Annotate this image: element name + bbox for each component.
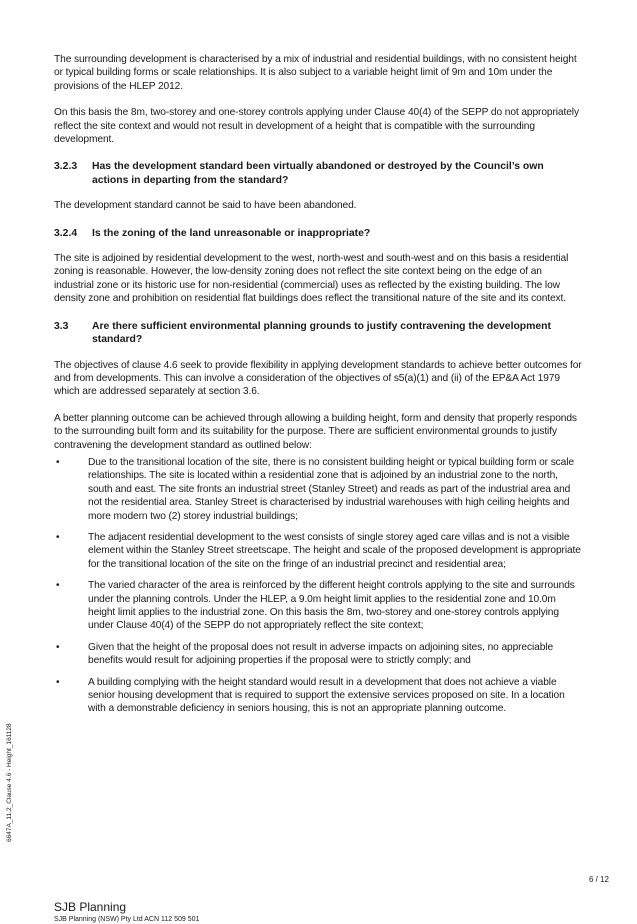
bullet-icon: • xyxy=(56,456,60,468)
bullet-text: Given that the height of the proposal does not result in adverse impacts on adjoining sites, no appreciable benefits would result for adjoining properties if the proposal were to strictly comply; and xyxy=(88,641,554,667)
bullet-text: Due to the transitional location of the site, there is no consistent building height or typical building form or scale relationships. The site is located within a residential zone that is adjoined by an industrial zone to the north, south and east. The site fronts an industrial street (Stanley Street) and reads as part of the industrial area and not the residential area. Stanley Street is characterised by industrial warehouses with high ceiling heights and more modern two (2) storey industrial buildings; xyxy=(88,456,574,522)
bullet-text: The varied character of the area is reinforced by the different height controls applying to the site and surrounds under the planning controls. Under the HLEP, a 9.0m height limit applies to the residential zone and 10.0m height limit applies to the industrial zone. On this basis the 8m, two-storey and one-storey controls applying under Clause 40(4) of the SEPP do not appropriately reflect the site context; xyxy=(88,580,575,632)
paragraph-surrounding: The surrounding development is characterised by a mix of industrial and residential buildings, with no consistent height or typical building forms or scale relationships. It is also subject to a variable height limit of 9m and 10m under the provisions of the HLEP 2012. xyxy=(54,54,577,92)
heading-3-2-3 xyxy=(54,160,582,187)
paragraph-objectives: The objectives of clause 4.6 seek to provide flexibility in applying development standards to achieve better outcomes for and from developments. This can involve a consideration of the objectives of s5(a)(1) and (ii) of the EP&A Act 1979 which are addressed separately at section 3.6. xyxy=(54,359,582,398)
bullet-list xyxy=(54,456,582,716)
bullet-icon: • xyxy=(56,531,60,543)
list-item xyxy=(54,456,582,523)
heading-number: 3.2.4 xyxy=(54,227,78,239)
heading-number: 3.2.3 xyxy=(54,161,78,173)
company-details: SJB Planning (NSW) Pty Ltd ACN 112 509 501 xyxy=(54,916,200,923)
heading-number: 3.3 xyxy=(54,320,69,332)
heading-3-2-4 xyxy=(54,227,582,240)
paragraph-abandoned: The development standard cannot be said to have been abandoned. xyxy=(54,200,357,212)
paragraph-basis: On this basis the 8m, two-storey and one-storey controls applying under Clause 40(4) of the SEPP do not appropriately reflect the site context and would not result in development of a height that is compatible with the surrounding development. xyxy=(54,107,579,146)
paragraph-zoning: The site is adjoined by residential development to the west, north-west and south-west and on this basis a residential zoning is reasonable. However, the low-density zoning does not reflect the site context being on the edge of an industrial zone or its historic use for non-residential (commercial) uses as reflected by the existing building. The low density zone and prohibition on residential flat buildings does reflect the transitional nature of the site and its context. xyxy=(54,253,569,305)
company-name: SJB Planning xyxy=(54,900,127,914)
page-number: 6 / 12 xyxy=(588,875,609,884)
bullet-icon: • xyxy=(56,580,60,592)
heading-3-3 xyxy=(54,320,582,347)
bullet-icon: • xyxy=(56,641,60,653)
paragraph-better-outcome: A better planning outcome can be achieved through allowing a building height, form and density that properly responds to the surrounding built form and its suitability for the purpose. There are sufficient environmental grounds to justify contravening the development standard as outlined below: xyxy=(54,412,577,451)
list-item xyxy=(54,676,582,716)
document-reference: 6647A_11.2_Clause 4.6 - Height_161128 xyxy=(6,723,13,842)
heading-title: Is the zoning of the land unreasonable or inappropriate? xyxy=(92,227,371,239)
bullet-icon: • xyxy=(56,676,60,688)
bullet-text: The adjacent residential development to the west consists of single storey aged care villas and is not a visible element within the Stanley Street streetscape. The height and scale of the proposed development is appropriate for the transitional location of the site on the fringe of an industrial precinct and residential area; xyxy=(88,531,581,570)
bullet-text: A building complying with the height standard would result in a development that does not achieve a viable senior housing development that is required to support the extensive services proposed on site. In a location with a demonstrable deficiency in seniors housing, this is not an appropriate planning outcome. xyxy=(88,676,565,715)
list-item xyxy=(54,531,582,571)
document-body xyxy=(54,53,582,724)
heading-title: Are there sufficient environmental planning grounds to justify contravening the development standard? xyxy=(92,320,551,346)
heading-title: Has the development standard been virtually abandoned or destroyed by the Council’s own actions in departing from the standard? xyxy=(92,161,544,186)
list-item xyxy=(54,641,582,668)
list-item xyxy=(54,579,582,633)
